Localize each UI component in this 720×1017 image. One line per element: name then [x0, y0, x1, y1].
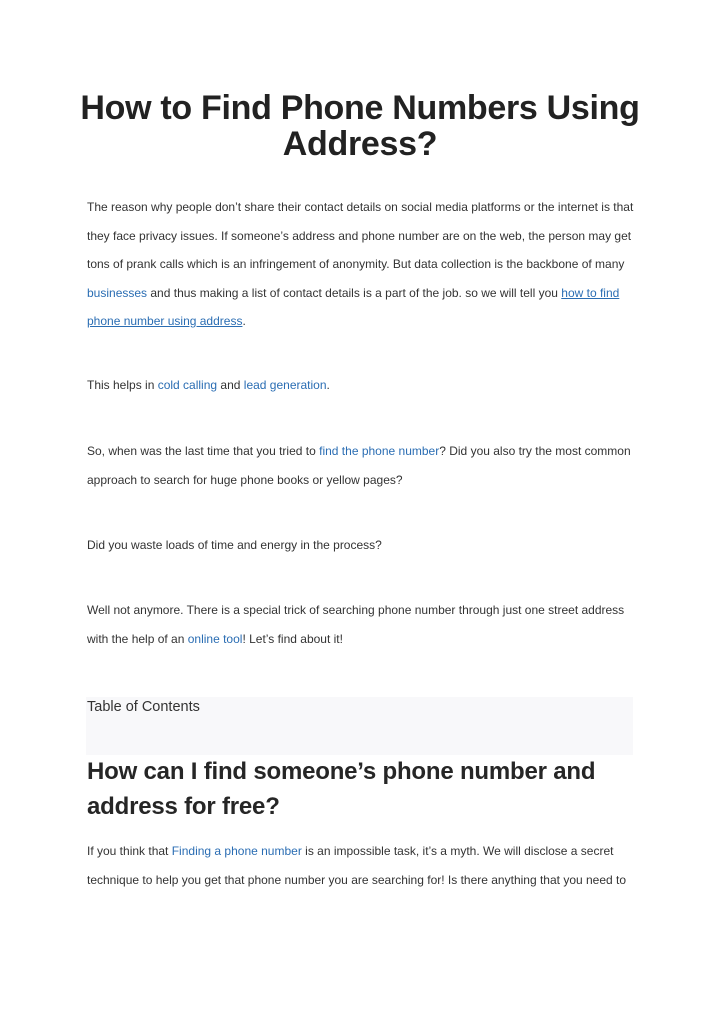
p2-text-2: and	[217, 378, 244, 392]
cold-calling-paragraph	[87, 371, 647, 400]
phone-books-paragraph	[87, 437, 647, 494]
finding-a-phone-number-link[interactable]: Finding a phone number	[171, 844, 302, 858]
waste-time-paragraph	[87, 531, 647, 560]
how-to-find-phone-number-link[interactable]: how to find phone number using address	[87, 285, 620, 328]
businesses-link[interactable]: businesses	[87, 285, 148, 300]
p5-text-2: ! Let’s find about it!	[242, 631, 343, 646]
cold-calling-link[interactable]: cold calling	[157, 378, 218, 392]
p6-text-1: If you think that	[87, 844, 172, 858]
p3-text-2: ? Did you also try the most common approach to search for huge phone books or yellow pages?	[87, 444, 631, 487]
intro-text-3: .	[242, 314, 246, 328]
p2-text-3: .	[326, 378, 330, 392]
secret-technique-paragraph	[87, 837, 647, 894]
p5-text-1: Well not anymore. There is a special trick of searching phone number through just one street address with the help of an	[87, 603, 625, 646]
special-trick-paragraph	[87, 596, 647, 653]
online-tool-link[interactable]: online tool	[187, 631, 243, 646]
find-the-phone-number-link[interactable]: find the phone number	[319, 444, 440, 458]
p3-text-1: So, when was the last time that you tried to	[87, 444, 320, 458]
section-heading: How can I find someone’s phone number and address for free?	[87, 758, 596, 820]
toc-title[interactable]: Table of Contents	[87, 699, 200, 715]
p2-text-1: This helps in	[87, 378, 158, 392]
intro-paragraph	[87, 193, 647, 336]
intro-text-1: The reason why people don’t share their contact details on social media platforms or the internet is that they face privacy issues. If someone’s address and phone number are on the web, the person may get tons of prank calls which is an infringement of anonymity. But data collection is the backbone of many	[87, 200, 634, 271]
table-of-contents[interactable]	[86, 697, 633, 755]
lead-generation-link[interactable]: lead generation	[243, 378, 327, 392]
p6-text-2: is an impossible task, it’s a myth. We will disclose a secret technique to help you get that phone number you are searching for! Is there anything that you need to	[87, 844, 627, 887]
p4-text-1: Did you waste loads of time and energy in the process?	[87, 538, 382, 552]
intro-text-2: and thus making a list of contact details is a part of the job. so we will tell you	[147, 285, 562, 300]
article-title: How to Find Phone Numbers Using Address?	[80, 89, 640, 163]
